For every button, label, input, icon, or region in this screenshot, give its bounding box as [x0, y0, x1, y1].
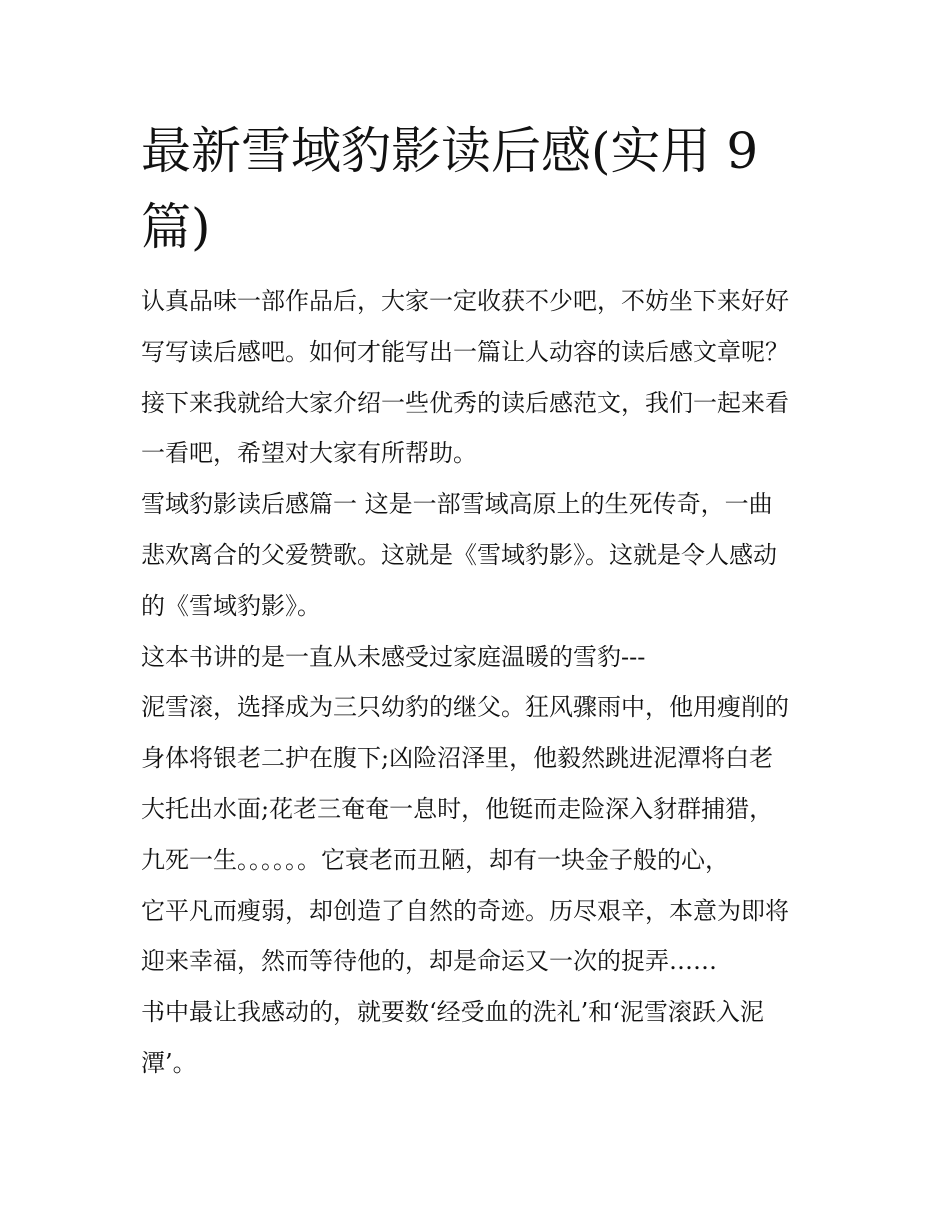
body-line: 悲欢离合的父爱赞歌。这就是《雪域豹影》。这就是令人感动 [141, 540, 777, 569]
body-line: 潭’。 [141, 1048, 197, 1077]
body-line: 它平凡而瘦弱，却创造了自然的奇迹。历尽艰辛，本意为即将 [141, 896, 789, 925]
body-line: 身体将银老二护在腹下;凶险沼泽里，他毅然跳进泥潭将白老 [141, 744, 774, 773]
body-line: 九死一生。。。。。。它衰老而丑陋，却有一块金子般的心， [141, 845, 729, 874]
body-line: 大托出水面;花老三奄奄一息时，他铤而走险深入豺群捕猎， [141, 794, 774, 823]
body-line: 泥雪滚，选择成为三只幼豹的继父。狂风骤雨中，他用瘦削的 [141, 693, 789, 722]
title-line: 最新雪域豹影读后感(实用 9 [141, 122, 759, 180]
body-line: 的《雪域豹影》。 [141, 591, 321, 620]
body-line: 迎来幸福，然而等待他的，却是命运又一次的捉弄…… [141, 947, 717, 976]
body-line: 书中最让我感动的，就要数‘经受血的洗礼’和‘泥雪滚跃入泥 [141, 998, 764, 1027]
body-line: 这本书讲的是一直从未感受过家庭温暖的雪豹--- [141, 642, 646, 671]
document-body [141, 276, 821, 1089]
body-line: 接下来我就给大家介绍一些优秀的读后感范文，我们一起来看 [141, 388, 789, 417]
body-line: 认真品味一部作品后，大家一定收获不少吧，不妨坐下来好好 [141, 287, 789, 315]
body-line: 写写读后感吧。如何才能写出一篇让人动容的读后感文章呢？ [141, 337, 789, 366]
body-line: 雪域豹影读后感篇一 这是一部雪域高原上的生死传奇，一曲 [141, 490, 773, 519]
title-line: 篇) [141, 198, 211, 256]
body-line: 一看吧，希望对大家有所帮助。 [141, 439, 477, 468]
document-title [141, 113, 781, 265]
